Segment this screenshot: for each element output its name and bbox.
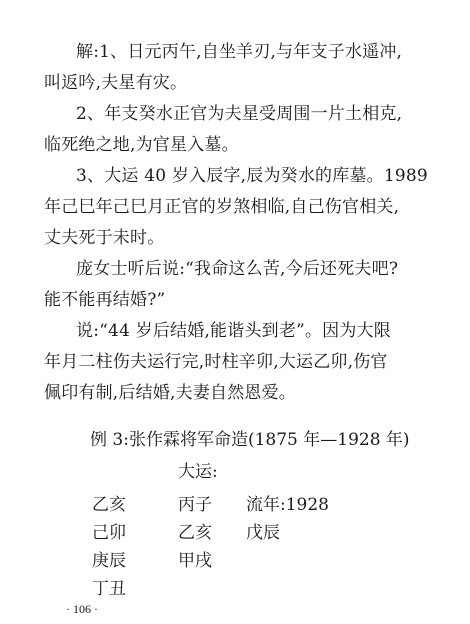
pillar-hour: 丁丑 [92,579,126,599]
text-line-3: 2、年支癸水正官为夫星受周围一片土相克, [76,104,403,124]
text-line-6: 年己巳年己巳月正官的岁煞相临,自己伤官相关, [44,197,400,217]
text-line-11: 年月二柱伤夫运行完,时柱辛卯,大运乙卯,伤官 [44,352,388,372]
pillar-year: 乙亥 [92,495,126,515]
dayun-label: 大运: [178,462,218,482]
text-line-9: 能不能再结婚?” [44,290,166,310]
pillar-month: 己卯 [92,523,126,543]
text-line-10: 说:“44 岁后结婚,能谐头到老”。因为大限 [76,321,391,341]
example-title: 例 3:张作霖将军命造(1875 年—1928 年) [90,430,410,450]
text-line-2: 叫返吟,夫星有灾。 [44,73,188,93]
text-line-1: 解:1、日元丙午,自坐羊刃,与年支子水遥冲, [76,42,403,62]
text-line-7: 丈夫死于未时。 [44,228,165,248]
text-line-8: 庞女士听后说:“我命这么苦,今后还死夫吧? [76,259,399,279]
dayun-2: 乙亥 [178,523,212,543]
pillar-day: 庚辰 [92,551,126,571]
text-line-4: 临死绝之地,为官星入墓。 [44,135,239,155]
dayun-3: 甲戌 [178,551,212,571]
liunian-label: 流年:1928 [246,495,329,515]
text-line-12: 佩印有制,后结婚,夫妻自然恩爱。 [44,383,297,403]
text-line-5: 3、大运 40 岁入辰字,辰为癸水的库墓。1989 [76,166,428,186]
page-number: · 106 · [66,602,98,616]
dayun-1: 丙子 [178,495,212,515]
liunian-value: 戊辰 [246,523,280,543]
